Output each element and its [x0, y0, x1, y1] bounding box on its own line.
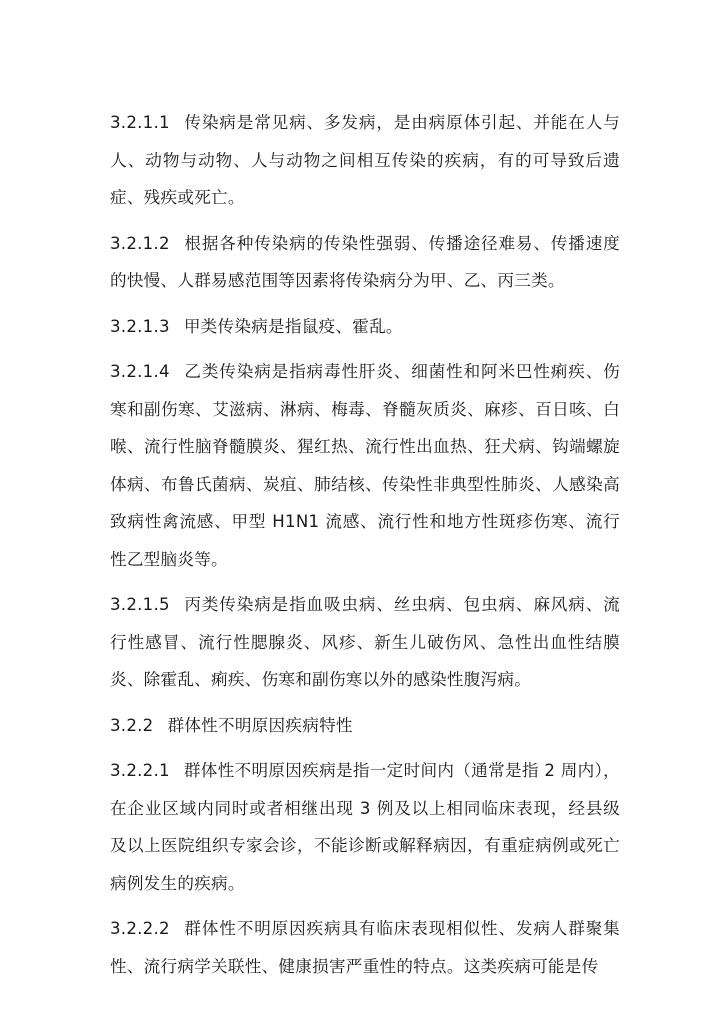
section-number: 3.2.1.5 [110, 595, 170, 614]
section-number: 3.2.2 [110, 715, 154, 735]
paragraph-3-2-1-1 [110, 104, 620, 217]
paragraph-3-2-2-1 [110, 752, 620, 902]
paragraph-text: 甲类传染病是指鼠疫、霍乱。 [183, 316, 403, 336]
paragraph-text: 乙类传染病是指病毒性肝炎、细菌性和阿米巴性痢疾、伤寒和副伤寒、艾滋病、淋病、梅毒、脊髓灰质炎、麻疹、百日咳、白喉、流行性脑脊髓膜炎、猩红热、流行性出血热、狂犬病、钩端螺旋体病、布鲁氏菌病、炭疽、肺结核、传染性非典型性肺炎、人感染高致病性禽流感、甲型 H1N1 流感、流行性和地方性斑疹伤寒、流行性乙型脑炎等。 [110, 362, 620, 569]
paragraph-text: 群体性不明原因疾病具有临床表现相似性、发病人群聚集性、流行病学关联性、健康损害严重性的特点。这类疾病可能是传 [110, 919, 620, 976]
paragraph-3-2-1-3 [110, 308, 620, 346]
paragraph-3-2-1-2 [110, 225, 620, 300]
paragraph-text: 丙类传染病是指血吸虫病、丝虫病、包虫病、麻风病、流行性感冒、流行性腮腺炎、风疹、新生儿破伤风、急性出血性结膜炎、除霍乱、痢疾、伤寒和副伤寒以外的感染性腹泻病。 [110, 595, 620, 689]
section-number: 3.2.1.2 [110, 233, 170, 253]
paragraph-text: 群体性不明原因疾病是指一定时间内（通常是指 2 周内），在企业区域内同时或者相继出现 3 例及以上相同临床表现，经县级及以上医院组织专家会诊，不能诊断或解释病因，有重症病例或死亡病例发生的疾病。 [110, 761, 620, 893]
paragraph-3-2-1-4 [110, 353, 620, 578]
section-heading-3-2-2 [110, 707, 620, 745]
paragraph-3-2-2-2 [110, 910, 620, 985]
section-number: 3.2.2.2 [110, 919, 170, 938]
section-number: 3.2.1.4 [110, 362, 170, 381]
document-body [110, 104, 620, 993]
section-number: 3.2.2.1 [110, 761, 170, 780]
paragraph-text: 根据各种传染病的传染性强弱、传播途径难易、传播速度的快慢、人群易感范围等因素将传染病分为甲、乙、丙三类。 [110, 233, 620, 290]
paragraph-text: 传染病是常见病、多发病，是由病原体引起、并能在人与人、动物与动物、人与动物之间相互传染的疾病，有的可导致后遗症、残疾或死亡。 [110, 113, 620, 207]
section-number: 3.2.1.3 [110, 316, 170, 336]
section-number: 3.2.1.1 [110, 113, 170, 132]
section-heading-text: 群体性不明原因疾病特性 [167, 715, 353, 735]
paragraph-3-2-1-5 [110, 586, 620, 699]
